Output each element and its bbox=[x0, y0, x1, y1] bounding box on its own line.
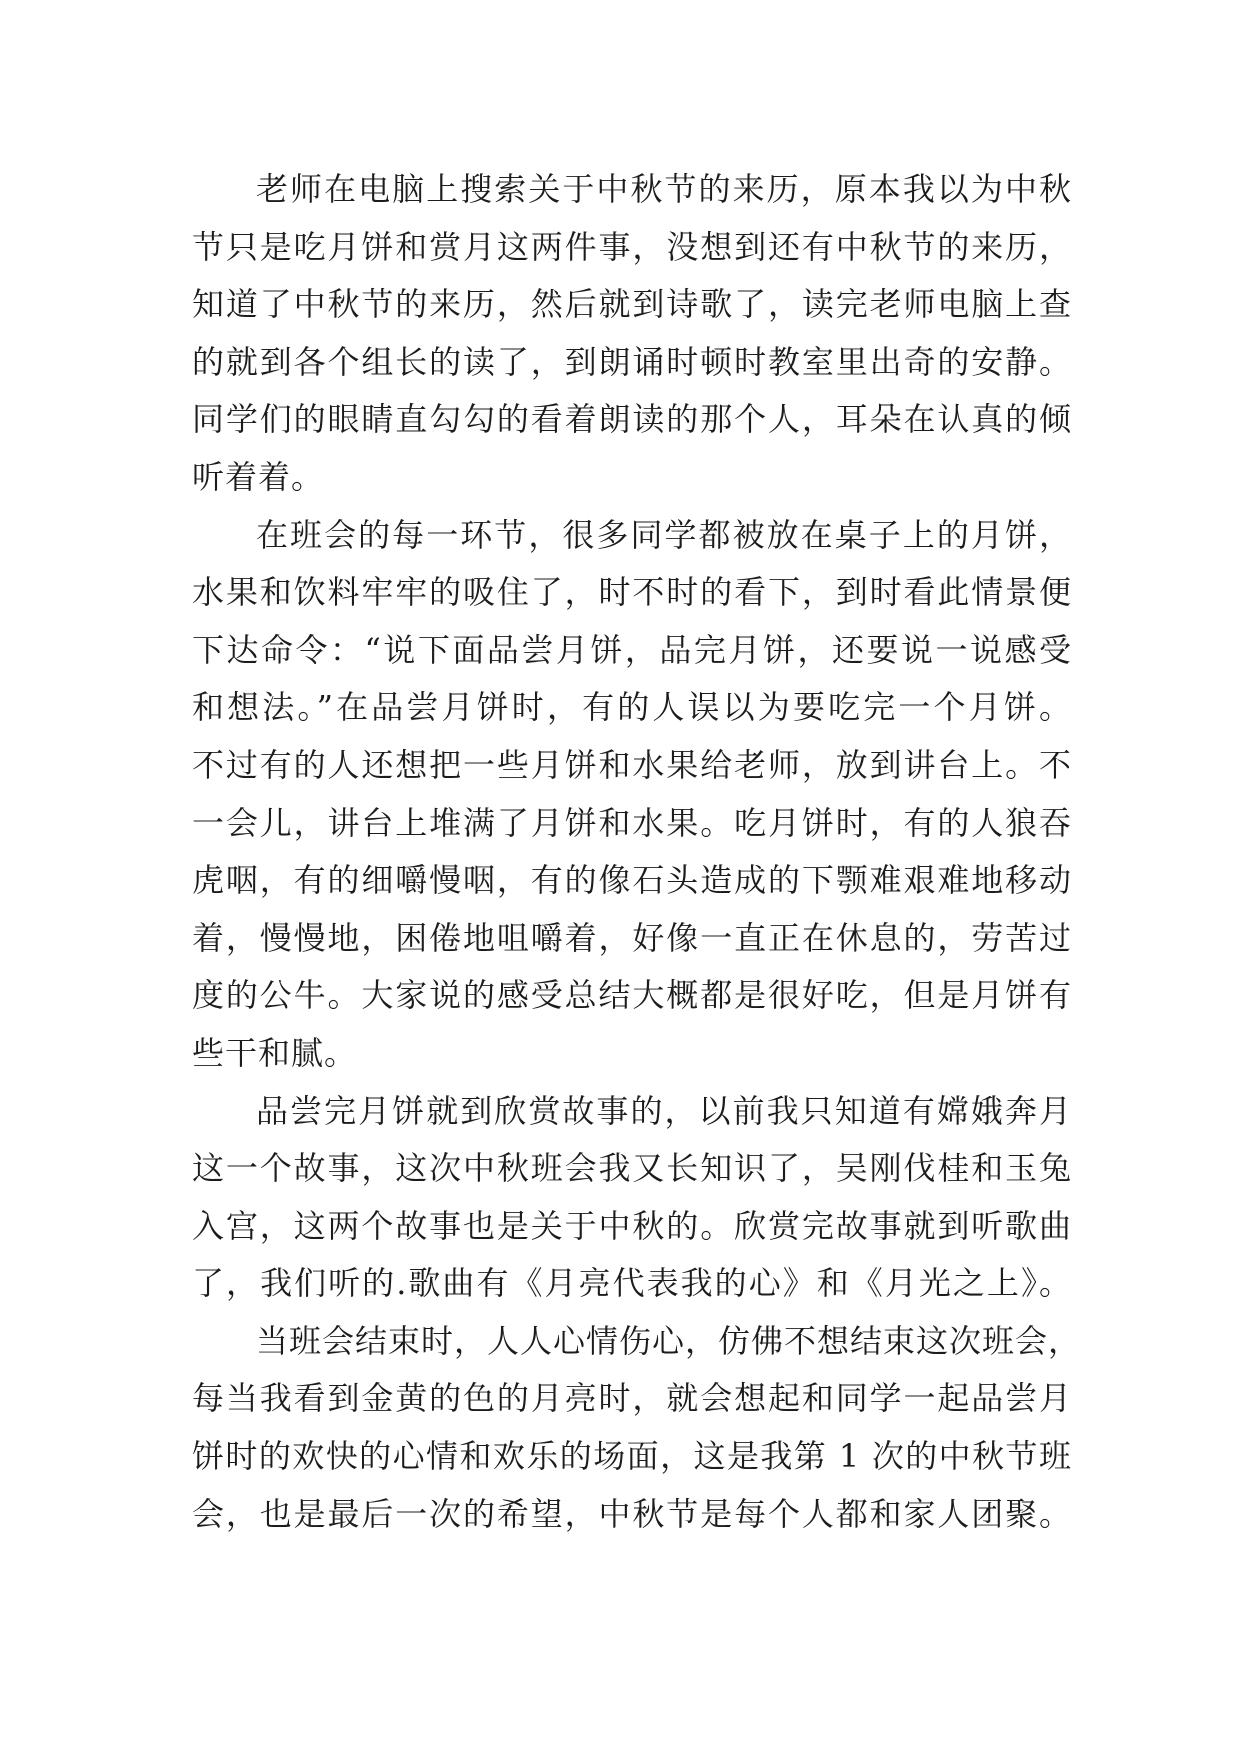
paragraph bbox=[192, 161, 1072, 507]
text-line: 饼时的欢快的心情和欢乐的场面，这是我第 1 次的中秋节班 bbox=[192, 1437, 1072, 1476]
text-line: 水果和饮料牢牢的吸住了，时不时的看下，到时看此情景便 bbox=[192, 573, 1072, 612]
text-line: 不过有的人还想把一些月饼和水果给老师，放到讲台上。不 bbox=[192, 745, 1072, 784]
paragraph bbox=[192, 507, 1072, 1083]
text-line: 的就到各个组长的读了，到朗诵时顿时教室里出奇的安静。 bbox=[192, 342, 1072, 381]
text-line: 这一个故事，这次中秋班会我又长知识了，吴刚伐桂和玉兔 bbox=[192, 1149, 1072, 1188]
text-line: 知道了中秋节的来历，然后就到诗歌了，读完老师电脑上查 bbox=[192, 285, 1072, 324]
text-line: 听着着。 bbox=[192, 457, 325, 496]
text-line: 在班会的每一环节，很多同学都被放在桌子上的月饼， bbox=[256, 515, 1072, 554]
text-line: 下达命令：“说下面品尝月饼，品完月饼，还要说一说感受 bbox=[192, 630, 1072, 669]
text-line: 虎咽，有的细嚼慢咽，有的像石头造成的下颚难艰难地移动 bbox=[192, 861, 1072, 900]
text-line: 些干和腻。 bbox=[192, 1033, 358, 1072]
text-line: 品尝完月饼就到欣赏故事的，以前我只知道有嫦娥奔月 bbox=[256, 1091, 1072, 1130]
essay-body bbox=[192, 161, 1082, 1543]
paragraph bbox=[192, 1313, 1082, 1543]
text-line: 老师在电脑上搜索关于中秋节的来历，原本我以为中秋 bbox=[256, 170, 1072, 208]
paragraph bbox=[192, 1083, 1072, 1313]
text-line: 度的公牛。大家说的感受总结大概都是很好吃，但是月饼有 bbox=[192, 976, 1072, 1015]
text-line: 同学们的眼睛直勾勾的看着朗读的那个人，耳朵在认真的倾 bbox=[192, 400, 1072, 439]
text-line: 会，也是最后一次的希望，中秋节是每个人都和家人团聚。 bbox=[192, 1494, 1072, 1533]
text-line: 和想法。”在品尝月饼时，有的人误以为要吃完一个月饼。 bbox=[192, 688, 1072, 727]
text-line: 了，我们听的.歌曲有《月亮代表我的心》和《月光之上》。 bbox=[192, 1264, 1072, 1303]
text-line: 一会儿，讲台上堆满了月饼和水果。吃月饼时，有的人狼吞 bbox=[192, 803, 1072, 842]
text-line: 着，慢慢地，困倦地咀嚼着，好像一直正在休息的，劳苦过 bbox=[192, 918, 1072, 957]
text-line: 当班会结束时，人人心情伤心，仿佛不想结束这次班会， bbox=[256, 1321, 1082, 1360]
text-line: 入宫，这两个故事也是关于中秋的。欣赏完故事就到听歌曲 bbox=[192, 1206, 1072, 1245]
text-line: 每当我看到金黄的色的月亮时，就会想起和同学一起品尝月 bbox=[192, 1379, 1072, 1418]
text-line: 节只是吃月饼和赏月这两件事，没想到还有中秋节的来历， bbox=[192, 227, 1072, 266]
